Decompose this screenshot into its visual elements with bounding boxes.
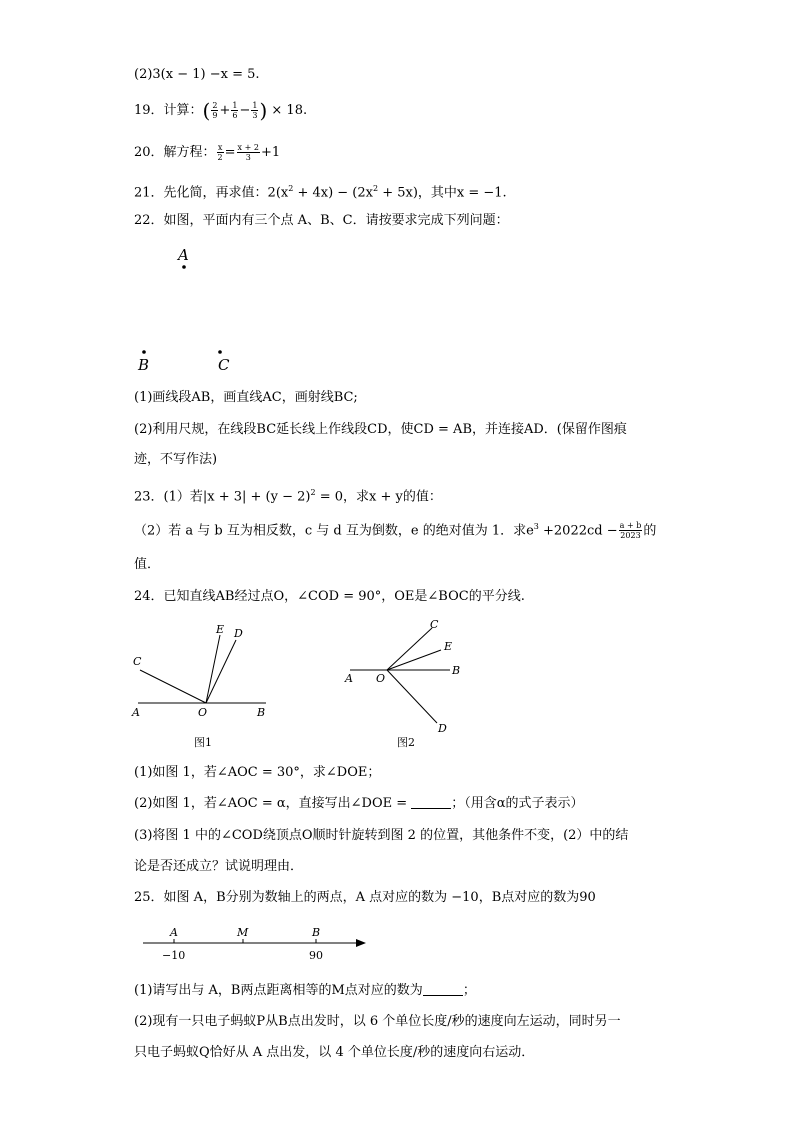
point-a-label: A bbox=[178, 246, 189, 264]
q23-part1: 23．(1）若$|x + 3| + (y - 2)^2 = 0$，求x + y的值： bbox=[134, 488, 442, 505]
q24-part1: (1)如图 1，若∠AOC = 30°，求∠DOE； bbox=[134, 765, 381, 780]
q24-stem: 24．已知直线AB经过点O，∠COD = 90°，OE是∠BOC的平分线. bbox=[134, 589, 525, 604]
q19-prefix: 19．计算： bbox=[134, 103, 203, 118]
q23-frac: $\frac{a + b}{2023}$ bbox=[619, 521, 642, 541]
fig1-label-a: A bbox=[132, 706, 140, 719]
axis-value-b: 90 bbox=[309, 949, 323, 962]
q21: 21．先化简，再求值：$2(x^2 + 4x) - (2x^2 + 5x)$，其中x = −1. bbox=[134, 184, 507, 201]
q20-prefix: 20．解方程： bbox=[134, 145, 216, 160]
q25-number-line bbox=[140, 922, 375, 967]
q22-part2-line2: 迹，不写作法) bbox=[134, 452, 218, 467]
fig2-caption: 图2 bbox=[397, 736, 415, 749]
point-c-label: C bbox=[218, 356, 230, 374]
fig1-ray-oc bbox=[140, 670, 206, 703]
q22-part2-line1: (2)利用尺规，在线段BC延长线上作线段CD，使CD = AB，并连接AD．(保留作图痕 bbox=[134, 422, 627, 437]
axis-label-a: A bbox=[170, 926, 178, 939]
fig2-label-e: E bbox=[444, 640, 453, 653]
fig2-label-a: A bbox=[345, 672, 353, 685]
q23-part2-line1: （2）若 a 与 b 互为相反数，c 与 d 互为倒数，e 的绝对值为 1．求$e^3 +2022cd$ − $\frac{a + b}{2023}$ 的 bbox=[134, 521, 657, 541]
fig2-label-d: D bbox=[438, 722, 447, 735]
fig1-label-e: E bbox=[216, 623, 225, 636]
q18-part2: (2)3(x − 1) −x = 5. bbox=[134, 67, 260, 82]
number-line-arrow bbox=[356, 939, 366, 947]
q22-stem: 22．如图，平面内有三个点 A、B、C．请按要求完成下列问题： bbox=[134, 213, 509, 228]
q19-frac3: $\frac{1}{3}$ bbox=[252, 101, 258, 120]
fig2-label-c: C bbox=[430, 618, 439, 631]
point-b-label: B bbox=[138, 356, 150, 374]
q22-part1: (1)画线段AB，画直线AC，画射线BC; bbox=[134, 390, 358, 405]
point-c-dot bbox=[218, 350, 222, 354]
q19-suffix: × 18. bbox=[271, 103, 308, 118]
axis-label-m: M bbox=[237, 926, 249, 939]
axis-value-a: −10 bbox=[162, 949, 186, 962]
q24-part3-line1: (3)将图 1 中的∠COD绕顶点O顺时针旋转到图 2 的位置，其他条件不变，(2）中的结 bbox=[134, 828, 629, 843]
fig1-label-o: O bbox=[198, 706, 208, 719]
q25-part2-line2: 只电子蚂蚁Q恰好从 A 点出发，以 4 个单位长度/秒的速度向右运动． bbox=[134, 1045, 535, 1060]
fig1-label-c: C bbox=[133, 655, 142, 668]
fig1-label-b: B bbox=[257, 706, 266, 719]
fig2-ray-oc bbox=[387, 628, 432, 670]
q25-part1: (1)请写出与 A，B两点距离相等的M点对应的数为 ； bbox=[134, 983, 476, 998]
fig2-label-o: O bbox=[376, 672, 386, 685]
q22-figure bbox=[130, 240, 250, 375]
q20-frac-right: $\frac{x + 2}{3}$ bbox=[237, 143, 259, 162]
q23-part2-line2: 值． bbox=[134, 557, 161, 572]
point-b-dot bbox=[142, 350, 146, 354]
fig2-ray-oe bbox=[387, 650, 441, 670]
q24-answer-blank[interactable] bbox=[411, 796, 451, 809]
q24-part3-line2: 论是否还成立？试说明理由． bbox=[134, 859, 304, 874]
q19: 19．计算：( $\frac{2}{9}$ + $\frac{1}{6}$ − $\frac{1}{3}$ ) × 18. bbox=[134, 98, 308, 123]
q25-stem: 25．如图 A，B分别为数轴上的两点，A 点对应的数为 −10，B点对应的数为90 bbox=[134, 890, 596, 905]
q25-part2-line1: (2)现有一只电子蚂蚁P从B点出发时，以 6 个单位长度/秒的速度向左运动，同时另一 bbox=[134, 1014, 621, 1029]
point-a-dot bbox=[182, 265, 186, 269]
q19-frac1: $\frac{2}{9}$ bbox=[212, 101, 218, 120]
axis-label-b: B bbox=[312, 926, 321, 939]
q19-frac2: $\frac{1}{6}$ bbox=[232, 101, 238, 120]
q25-answer-blank[interactable] bbox=[423, 983, 463, 996]
fig1-ray-od bbox=[206, 640, 236, 703]
fig1-ray-oe bbox=[206, 635, 220, 703]
q24-part2: (2)如图 1，若∠AOC = α，直接写出∠DOE = ；（用含α的式子表示） bbox=[134, 796, 584, 811]
q20-frac-left: $\frac{x}{2}$ bbox=[217, 143, 223, 162]
fig2-label-b: B bbox=[452, 664, 461, 677]
q20: 20．解方程： $\frac{x}{2}$ = $\frac{x + 2}{3}$ +1 bbox=[134, 143, 281, 162]
q24-figure2 bbox=[340, 615, 480, 753]
fig2-ray-od bbox=[387, 670, 437, 723]
fig1-caption: 图1 bbox=[194, 736, 212, 749]
q20-suffix: +1 bbox=[260, 145, 281, 160]
fig1-label-d: D bbox=[234, 627, 243, 640]
q24-figure1 bbox=[128, 618, 278, 753]
